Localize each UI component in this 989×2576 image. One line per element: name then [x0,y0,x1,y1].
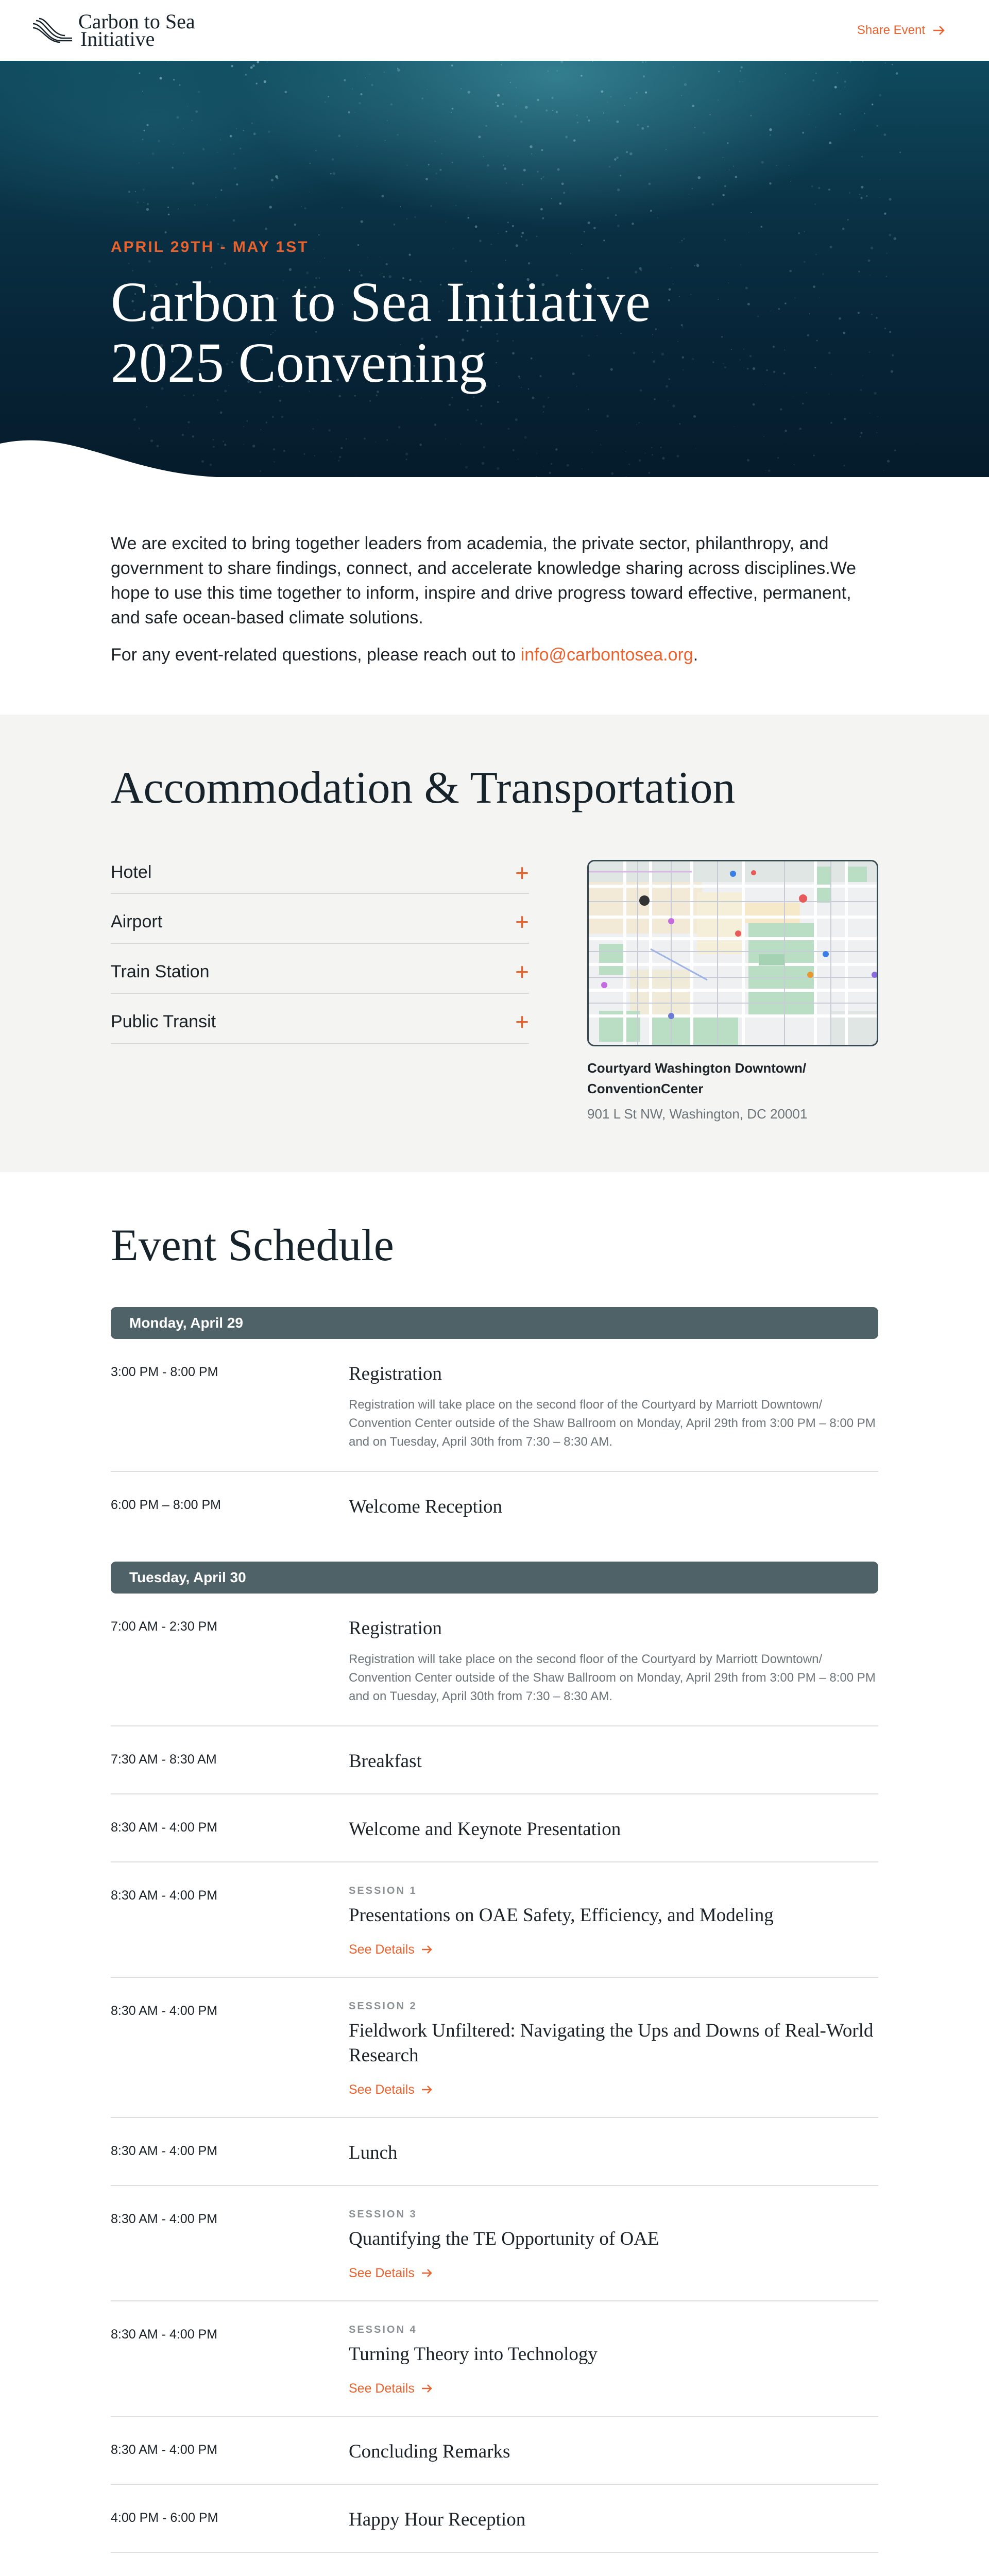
map-image [589,861,877,1045]
event-time: 7:30 AM - 8:30 AM [111,1752,217,1767]
event-dates: APRIL 29TH - MAY 1ST [111,239,309,256]
event-time: 8:30 AM - 4:00 PM [111,2143,218,2158]
hero-title: Carbon to Sea Initiative 2025 Convening [111,270,651,394]
event-time: 8:30 AM - 4:00 PM [111,2327,218,2342]
event-time: 4:00 PM - 6:00 PM [111,2510,218,2525]
event-time: 8:30 AM - 4:00 PM [111,2003,218,2018]
see-details-label: See Details [349,2381,415,2396]
schedule-row [111,2301,878,2417]
hero-wave-divider [0,426,989,477]
intro-section [0,477,989,715]
schedule-row [111,1472,878,1539]
see-details-label: See Details [349,2082,415,2097]
arrow-right-icon [421,2084,433,2095]
see-details-link[interactable] [349,2266,433,2281]
share-event-button[interactable] [857,23,946,38]
site-logo[interactable] [32,10,195,50]
event-title: Welcome and Keynote Presentation [349,1818,621,1840]
plus-icon: + [515,958,529,986]
schedule-section [0,1172,989,2576]
arrow-right-icon [421,2268,433,2278]
day-header-monday: Monday, April 29 [111,1307,878,1339]
schedule-row [111,2485,878,2553]
plus-icon: + [515,1008,529,1036]
schedule-row [111,1794,878,1862]
event-title: Registration [349,1617,442,1639]
event-time: 8:30 AM - 4:00 PM [111,2442,218,2457]
site-header [0,0,989,61]
event-title: Fieldwork Unfiltered: Navigating the Ups and Downs of Real-World Research [349,2020,874,2066]
schedule-row [111,1978,878,2118]
schedule-title: Event Schedule [111,1221,394,1270]
see-details-link[interactable] [349,2381,433,2396]
accommodation-title: Accommodation & Transportation [111,763,736,813]
schedule-row [111,2417,878,2485]
plus-icon: + [515,908,529,936]
event-title: Concluding Remarks [349,2441,510,2462]
event-description: Registration will take place on the second floor of the Courtyard by Marriott Downtown/ Convention Center outside of the Shaw Ballroom on Monday, April 29th from 3:00 PM – 8:00 PM and on Tuesday, April 30th from 7:30 – 8:30 AM. [349,1652,876,1703]
share-event-label: Share Event [857,23,925,37]
event-time: 8:30 AM - 4:00 PM [111,1820,218,1835]
see-details-link[interactable] [349,1942,433,1957]
see-details-label: See Details [349,1942,415,1957]
event-title: Quantifying the TE Opportunity of OAE [349,2228,659,2249]
session-label: SESSION 2 [349,2000,417,2012]
arrow-right-icon [421,1944,433,1955]
accordion-item-hotel[interactable] [111,853,529,894]
venue-name: Courtyard Washington Downtown/ ConventionCenter [587,1060,807,1096]
wave-lines-icon [32,18,73,43]
event-description: Registration will take place on the second floor of the Courtyard by Marriott Downtown/ Convention Center outside of the Shaw Ballroom on Monday, April 29th from 3:00 PM – 8:00 PM and on Tuesday, April 30th from 7:30 – 8:30 AM. [349,1397,876,1449]
accommodation-accordion [111,860,529,1122]
venue-info [587,860,878,1122]
accordion-label: Hotel [111,862,152,883]
hero-content [111,239,651,393]
schedule-row [111,2118,878,2186]
event-title: Presentations on OAE Safety, Efficiency, and Modeling [349,1904,774,1926]
see-details-label: See Details [349,2265,415,2280]
schedule-row [111,2186,878,2301]
schedule-row [111,1339,878,1472]
schedule-row [111,1726,878,1794]
accordion-label: Airport [111,911,163,931]
event-title: Registration [349,1363,442,1384]
contact-email-link[interactable]: info@carbontosea.org [520,645,693,665]
see-details-link[interactable] [349,2082,433,2097]
contact-paragraph: For any event-related questions, please reach out to info@carbontosea.org. [111,645,698,665]
event-title: Lunch [349,2142,398,2163]
day-header-tuesday: Tuesday, April 30 [111,1562,878,1594]
event-time: 8:30 AM - 4:00 PM [111,2211,218,2226]
event-time: 3:00 PM - 8:00 PM [111,1364,218,1379]
session-label: SESSION 1 [349,1885,417,1896]
accordion-item-public-transit[interactable] [111,994,529,1044]
accommodation-section [0,715,989,1172]
plus-icon: + [515,859,529,886]
arrow-right-icon [421,2383,433,2394]
event-title: Breakfast [349,1750,422,1772]
accordion-label: Public Transit [111,1011,216,1031]
logo-text: Carbon to Sea Initiative [78,10,195,50]
accordion-item-train-station[interactable] [111,944,529,994]
session-label: SESSION 3 [349,2208,417,2220]
event-time: 6:00 PM – 8:00 PM [111,1497,221,1512]
intro-paragraph: We are excited to bring together leaders from academia, the private sector, philanthropy, and government to share findings, connect, and accelerate knowledge sharing across disciplines.We hope to use this time together to inform, inspire and drive progress toward effective, permanent, and safe ocean-based climate solutions. [111,534,857,628]
event-title: Welcome Reception [349,1496,503,1517]
accordion-item-airport[interactable] [111,894,529,944]
schedule-row [111,2553,878,2576]
event-time: 7:00 AM - 2:30 PM [111,1619,218,1634]
event-time: 8:30 AM - 4:00 PM [111,1888,218,1903]
event-title: Turning Theory into Technology [349,2343,598,2365]
venue-map[interactable] [587,860,878,1046]
accordion-label: Train Station [111,961,210,981]
schedule-row [111,1862,878,1978]
schedule-row [111,1594,878,1726]
session-label: SESSION 4 [349,2324,417,2335]
venue-address: 901 L St NW, Washington, DC 20001 [587,1106,808,1122]
event-title: Happy Hour Reception [349,2509,526,2530]
arrow-right-icon [932,25,946,36]
hero-banner [0,61,989,477]
